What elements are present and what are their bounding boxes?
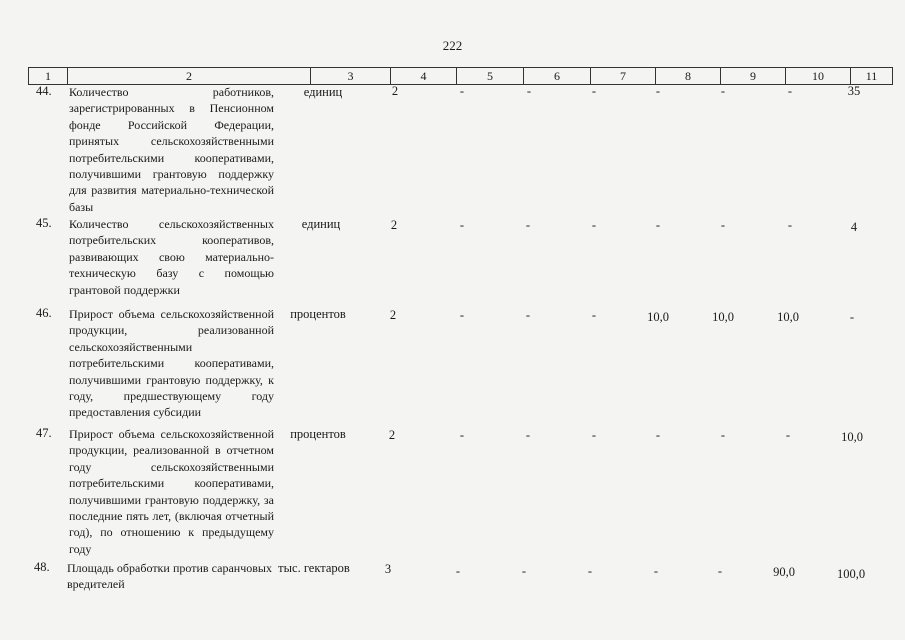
row-value-col9: -	[720, 218, 726, 232]
header-col-9: 9	[721, 68, 786, 84]
row-value-col9: -	[717, 564, 723, 578]
row-value-col9: -	[720, 428, 726, 442]
header-col-6: 6	[524, 68, 591, 84]
row-value-col5: -	[459, 218, 465, 232]
row-description: Количество сельскохозяйственных потребительских кооперативов, развивающих свою материально-техническую базу с помощью грантовой поддержки	[69, 217, 274, 297]
row-value-col6: -	[525, 428, 531, 442]
row-unit: процентов	[290, 427, 346, 441]
row-value-col11: 100,0	[836, 567, 866, 581]
header-col-5: 5	[457, 68, 524, 84]
row-value-col4: 2	[389, 308, 397, 322]
row-value-col11: 35	[847, 84, 861, 98]
row-value-col7: -	[591, 428, 597, 442]
row-unit: единиц	[303, 85, 343, 99]
row-value-col6: -	[525, 218, 531, 232]
row-value-col10: -	[785, 428, 791, 442]
row-value-col8: 10,0	[647, 310, 669, 324]
row-value-col4: 2	[391, 84, 399, 98]
row-description: Площадь обработки против саранчовых вредителей	[67, 561, 272, 592]
row-value-col10: 90,0	[773, 565, 795, 579]
row-value-col11: 4	[850, 220, 858, 234]
header-col-2: 2	[68, 68, 311, 84]
row-description: Количество работников, зарегистрированных в Пенсионном фонде Российской Федерации, принятых сельскохозяйственными потребительскими кооперативами, получившими грантовую поддержку для развития материально-технической базы	[69, 85, 274, 214]
row-unit: единиц	[301, 217, 341, 231]
header-col-10: 10	[786, 68, 851, 84]
row-value-col10: -	[787, 218, 793, 232]
header-col-1: 1	[29, 68, 68, 84]
row-unit: процентов	[290, 307, 346, 321]
row-value-col7: -	[587, 564, 593, 578]
row-value-col4: 2	[390, 218, 398, 232]
row-value-col9: 10,0	[712, 310, 734, 324]
row-value-col11: 10,0	[841, 430, 863, 444]
row-value-col10: 10,0	[777, 310, 799, 324]
row-number: 48.	[34, 560, 50, 574]
row-value-col6: -	[521, 564, 527, 578]
header-col-7: 7	[591, 68, 656, 84]
row-value-col4: 3	[384, 562, 392, 576]
row-value-col8: -	[655, 218, 661, 232]
header-col-4: 4	[391, 68, 457, 84]
row-number: 47.	[36, 426, 52, 440]
row-value-col7: -	[591, 218, 597, 232]
row-value-col5: -	[459, 84, 465, 98]
row-value-col5: -	[459, 428, 465, 442]
table-header	[28, 67, 893, 85]
row-value-col5: -	[455, 564, 461, 578]
row-value-col9: -	[720, 84, 726, 98]
row-value-col5: -	[459, 308, 465, 322]
row-value-col4: 2	[388, 428, 396, 442]
header-col-3: 3	[311, 68, 391, 84]
row-description: Прирост объема сельскохозяйственной продукции, реализованной в отчетном году сельскохозяйственными потребительскими кооперативами, получившими грантовую поддержку, за последние пять лет, (включая отчетный год), по отношению к предыдущему году	[69, 427, 274, 556]
row-number: 45.	[36, 216, 52, 230]
row-number: 46.	[36, 306, 52, 320]
header-col-8: 8	[656, 68, 721, 84]
row-description: Прирост объема сельскохозяйственной продукции, реализованной сельскохозяйственными потребительскими кооперативами, получившими грантовую поддержку, к году, предшествующему году предоставления субсидии	[69, 307, 274, 420]
row-value-col6: -	[526, 84, 532, 98]
page-number: 222	[442, 38, 463, 53]
row-value-col8: -	[655, 84, 661, 98]
row-value-col10: -	[787, 84, 793, 98]
row-value-col11: -	[849, 310, 855, 324]
row-value-col7: -	[591, 308, 597, 322]
row-value-col8: -	[653, 564, 659, 578]
header-col-11: 11	[851, 68, 893, 84]
row-value-col6: -	[525, 308, 531, 322]
row-value-col7: -	[591, 84, 597, 98]
row-value-col8: -	[655, 428, 661, 442]
row-number: 44.	[36, 84, 52, 98]
row-unit: тыс. гектаров	[278, 561, 350, 575]
